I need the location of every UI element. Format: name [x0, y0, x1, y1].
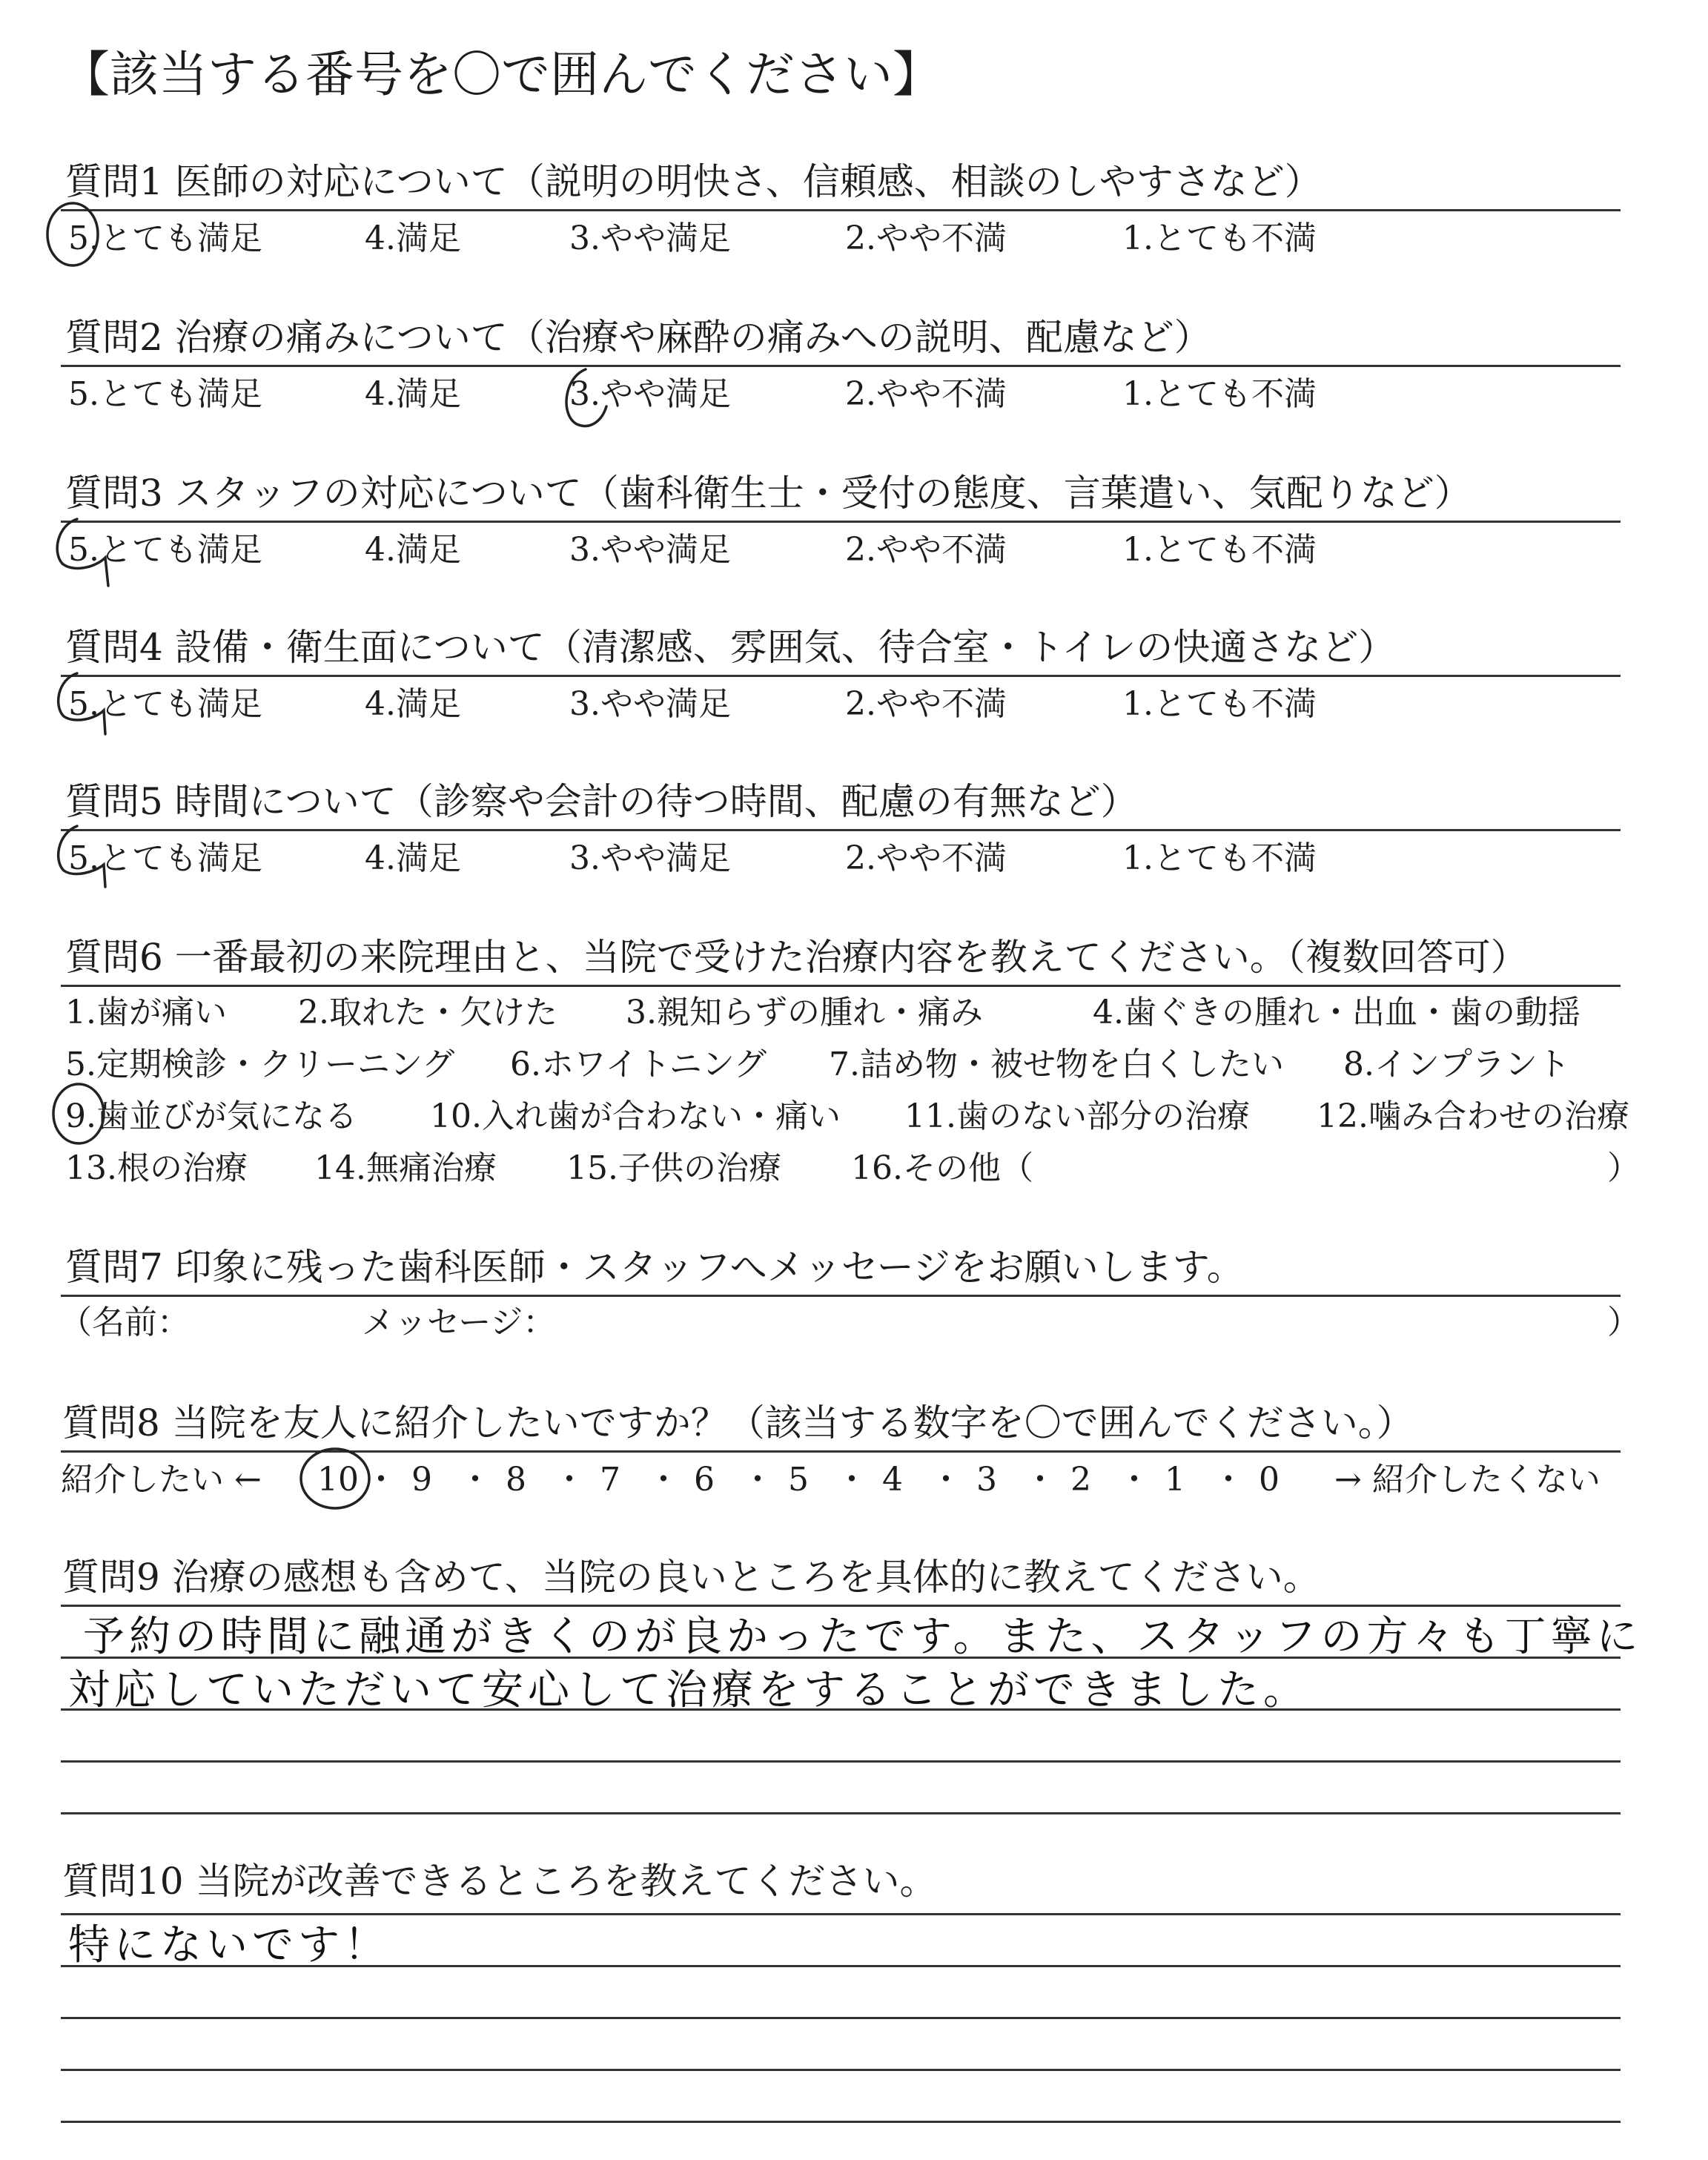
q8-scale-separator: ・ [930, 1461, 962, 1499]
q6-option-2[interactable]: 2.取れた・欠けた [298, 994, 557, 1031]
q8-scale-7[interactable]: 7 [600, 1461, 620, 1499]
q4-option-5[interactable]: 5.とても満足 [68, 685, 262, 723]
q8-left-label: 紹介したい ← [61, 1461, 262, 1499]
q3-selection-circle [57, 519, 108, 586]
q8-scale-4[interactable]: 4 [882, 1461, 903, 1499]
q6-option-8[interactable]: 8.インプラント [1343, 1046, 1570, 1083]
q8-scale-5[interactable]: 5 [788, 1461, 809, 1499]
question-6-label: 質問6 一番最初の来院理由と、当院で受けた治療内容を教えてください。（複数回答可） [65, 936, 1528, 979]
question-5-label: 質問5 時間について（診察や会計の待つ時間、配慮の有無など） [65, 780, 1138, 823]
q3-option-5[interactable]: 5.とても満足 [68, 531, 262, 569]
q8-scale-separator: ・ [365, 1461, 397, 1499]
q6-option-1[interactable]: 1.歯が痛い [65, 994, 227, 1031]
q7-name-label: （名前： [59, 1304, 190, 1341]
q8-scale-1[interactable]: 1 [1165, 1461, 1185, 1499]
q6-option-7[interactable]: 7.詰め物・被せ物を白くしたい [829, 1046, 1284, 1083]
q6-option-6[interactable]: 6.ホワイトニング [510, 1046, 767, 1083]
q6-option-13[interactable]: 13.根の治療 [65, 1149, 248, 1187]
question-7-label: 質問7 印象に残った歯科医師・スタッフへメッセージをお願いします。 [65, 1246, 1244, 1289]
q8-scale-separator: ・ [1212, 1461, 1245, 1499]
q8-scale-separator: ・ [1024, 1461, 1056, 1499]
q8-scale-8[interactable]: 8 [506, 1461, 526, 1499]
q8-scale-separator: ・ [741, 1461, 774, 1499]
question-9-label: 質問9 治療の感想も含めて、当院の良いところを具体的に教えてください。 [62, 1556, 1320, 1599]
q1-option-2[interactable]: 2.やや不満 [845, 219, 1007, 257]
q10-handwritten-line-1: 特にないです！ [68, 1921, 390, 1969]
q1-option-1[interactable]: 1.とても不満 [1122, 219, 1317, 257]
q8-scale-separator: ・ [835, 1461, 868, 1499]
q6-option-11[interactable]: 11.歯のない部分の治療 [904, 1097, 1250, 1135]
q6-option-14[interactable]: 14.無痛治療 [314, 1149, 497, 1187]
q3-option-2[interactable]: 2.やや不満 [845, 531, 1007, 569]
q5-option-4[interactable]: 4.満足 [365, 839, 461, 877]
q2-option-5[interactable]: 5.とても満足 [68, 375, 262, 413]
q8-scale-10[interactable]: 10 [317, 1461, 359, 1499]
q3-option-3[interactable]: 3.やや満足 [569, 531, 731, 569]
q5-option-5[interactable]: 5.とても満足 [68, 839, 262, 877]
q6-close-paren: ） [1607, 1149, 1640, 1187]
q8-right-label: → 紹介したくない [1334, 1461, 1601, 1499]
q8-scale-separator: ・ [647, 1461, 680, 1499]
q2-option-3[interactable]: 3.やや満足 [569, 375, 731, 413]
q1-option-4[interactable]: 4.満足 [365, 219, 461, 257]
question-8-label: 質問8 当院を友人に紹介したいですか？（該当する数字を〇で囲んでください。） [62, 1401, 1414, 1444]
q6-option-10[interactable]: 10.入れ歯が合わない・痛い [430, 1097, 841, 1135]
question-3-label: 質問3 スタッフの対応について（歯科衛生士・受付の態度、言葉遣い、気配りなど） [65, 472, 1472, 515]
q8-scale-separator: ・ [553, 1461, 586, 1499]
q6-option-16[interactable]: 16.その他（ [851, 1149, 1033, 1187]
q6-option-5[interactable]: 5.定期検診・クリーニング [65, 1046, 455, 1083]
q8-scale-2[interactable]: 2 [1070, 1461, 1091, 1499]
q4-option-1[interactable]: 1.とても不満 [1122, 685, 1317, 723]
q7-message-label: メッセージ： [362, 1304, 556, 1341]
q2-option-2[interactable]: 2.やや不満 [845, 375, 1007, 413]
q1-option-5[interactable]: 5.とても満足 [68, 219, 262, 257]
q3-option-1[interactable]: 1.とても不満 [1122, 531, 1317, 569]
q5-option-1[interactable]: 1.とても不満 [1122, 839, 1317, 877]
q8-scale-9[interactable]: 9 [411, 1461, 432, 1499]
q4-option-3[interactable]: 3.やや満足 [569, 685, 731, 723]
q6-option-4[interactable]: 4.歯ぐきの腫れ・出血・歯の動揺 [1093, 994, 1580, 1031]
q5-option-3[interactable]: 3.やや満足 [569, 839, 731, 877]
form-title: 【該当する番号を〇で囲んでください】 [61, 46, 941, 103]
question-2-label: 質問2 治療の痛みについて（治療や麻酔の痛みへの説明、配慮など） [65, 316, 1211, 359]
q1-selection-circle [47, 203, 98, 265]
q6-option-3[interactable]: 3.親知らずの腫れ・痛み [626, 994, 983, 1031]
q6-selection-circle [53, 1084, 104, 1143]
q1-option-3[interactable]: 3.やや満足 [569, 219, 731, 257]
q2-option-4[interactable]: 4.満足 [365, 375, 461, 413]
q2-selection-circle [566, 369, 606, 426]
q6-option-9[interactable]: 9.歯並びが気になる [65, 1097, 357, 1135]
q5-option-2[interactable]: 2.やや不満 [845, 839, 1007, 877]
q8-scale-6[interactable]: 6 [694, 1461, 715, 1499]
q3-option-4[interactable]: 4.満足 [365, 531, 461, 569]
question-10-label: 質問10 当院が改善できるところを教えてください。 [62, 1860, 937, 1903]
q9-handwritten-line-2: 対応していただいて安心して治療をすることができました。 [68, 1666, 1309, 1714]
q6-option-12[interactable]: 12.噛み合わせの治療 [1317, 1097, 1629, 1135]
question-1-label: 質問1 医師の対応について（説明の明快さ、信頼感、相談のしやすさなど） [65, 160, 1322, 203]
q8-scale-3[interactable]: 3 [976, 1461, 997, 1499]
q8-scale-0[interactable]: 0 [1259, 1461, 1280, 1499]
q8-selection-circle [301, 1449, 369, 1508]
q4-option-4[interactable]: 4.満足 [365, 685, 461, 723]
q4-option-2[interactable]: 2.やや不満 [845, 685, 1007, 723]
q2-option-1[interactable]: 1.とても不満 [1122, 375, 1317, 413]
q8-scale-separator: ・ [459, 1461, 491, 1499]
q4-selection-circle [59, 673, 105, 734]
q8-scale-separator: ・ [1118, 1461, 1151, 1499]
q9-handwritten-line-1: 予約の時間に融通がきくのが良かったです。また、スタッフの方々も丁寧に [83, 1613, 1643, 1661]
q5-selection-circle [59, 826, 105, 887]
q7-close-paren: ） [1607, 1304, 1640, 1341]
q6-option-15[interactable]: 15.子供の治療 [566, 1149, 781, 1187]
question-4-label: 質問4 設備・衛生面について（清潔感、雰囲気、待合室・トイレの快適さなど） [65, 626, 1396, 669]
